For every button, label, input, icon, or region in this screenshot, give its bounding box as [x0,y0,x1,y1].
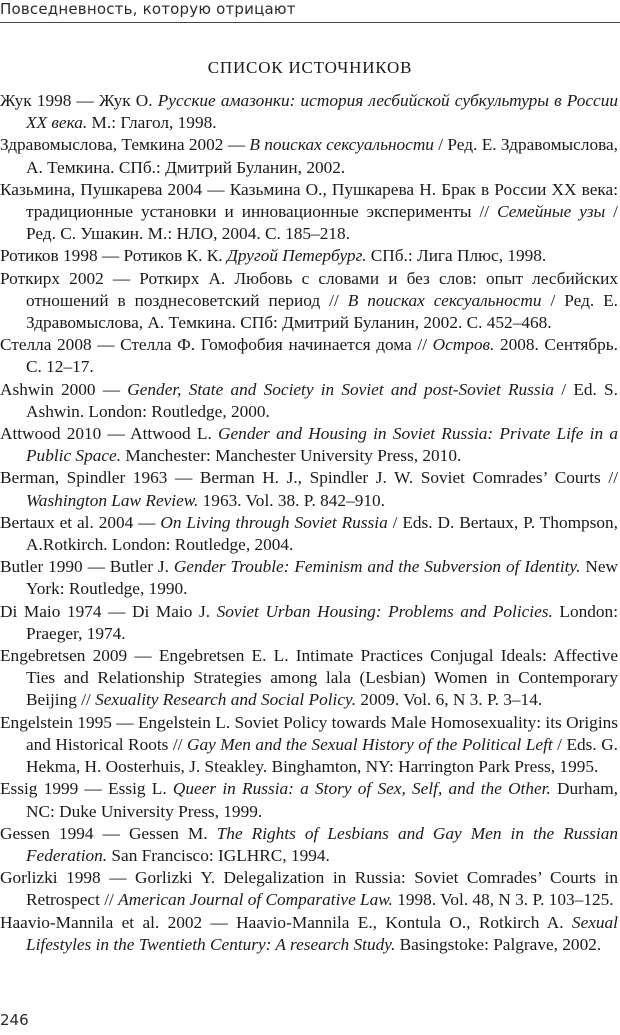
reference-text: 2009. Vol. 6, N 3. P. 3–14. [356,690,543,710]
reference-text: Стелла 2008 — Стелла Ф. Гомофобия начинается дома // [0,335,433,355]
reference-text: New York: Routledge, 1990. [26,557,619,599]
reference-text: / Ред. Е. Здравомыслова, А. Темкина. СПб: Дмитрий Буланин, 2002. С. 452–468. [26,290,619,333]
reference-text: / Ред. Е. Здравомыслова, А. Темкина. СПб.: Дмитрий Буланин, 2002. [26,135,619,177]
reference-entry [0,645,618,712]
reference-text: / Ред. С. Ушакин. М.: НЛО, 2004. С. 185–218. [26,202,618,244]
reference-entry [0,379,618,423]
reference-title: Washington Law Review. [26,490,199,510]
reference-text: Basingstoke: Palgrave, 2002. [395,934,602,954]
reference-text: Bertaux et al. 2004 — [0,512,161,532]
reference-text: Haavio-Mannila et al. 2002 — Haavio-Mannila E., Kontula O., Rotkirch A. [0,912,572,932]
reference-text: Essig 1999 — Essig L. [0,779,173,799]
reference-text: 1963. Vol. 38. P. 842–910. [198,490,385,510]
reference-text: Ротиков 1998 — Ротиков К. К. [0,246,227,266]
reference-text: Di Maio 1974 — Di Maio J. [0,601,217,621]
reference-entry [0,423,618,467]
reference-text: Gessen 1994 — Gessen M. [0,823,217,843]
reference-title: Gender and Housing in Soviet Russia: Private Life in a Public Space. [26,424,619,466]
reference-text: Ashwin 2000 — [0,379,128,399]
reference-title: Gender, State and Society in Soviet and post-Soviet Russia [127,379,555,399]
reference-title: Sexuality Research and Social Policy. [95,690,357,710]
reference-title: Семейные узы [497,202,606,222]
reference-title: В поисках сексуальности [347,290,542,310]
reference-text: / Eds. D. Bertaux, P. Thompson, A.Rotkirch. London: Routledge, 2004. [26,512,619,555]
reference-entry [0,912,618,956]
reference-entry [0,268,618,335]
reference-title: Остров. [432,335,495,355]
reference-text: Engelstein 1995 — Engelstein L. Soviet Policy towards Male Homosexuality: its Origins and Historical Roots // [0,712,618,754]
reference-entry [0,712,618,779]
reference-text: San Francisco: IGLHRC, 1994. [107,845,330,865]
reference-text: / Ed. S. Ashwin. London: Routledge, 2000. [26,379,618,421]
reference-list [0,90,618,956]
reference-text: Роткирх 2002 — Роткирх А. Любовь с словами и без слов: опыт лесбийских отношений в позднесоветский период // [0,268,618,310]
page-number: 246 [0,1011,29,1029]
reference-entry [0,134,618,178]
reference-title: Другой Петербург. [226,246,367,266]
reference-entry [0,778,618,822]
reference-title: В поисках сексуальности [249,135,434,155]
reference-text: М.: Глагол, 1998. [87,113,217,133]
reference-entry [0,867,618,911]
reference-text: Engebretsen 2009 — Engebretsen E. L. Intimate Practices Conjugal Ideals: Affective Ties and Relationship Strategies among lala (Lesbian) Women in Contemporary Beijing // [0,646,618,710]
reference-text: Butler 1990 — Butler J. [0,557,174,577]
reference-title: On Living through Soviet Russia [160,512,388,532]
reference-entry [0,90,618,134]
running-head [0,0,620,20]
reference-entry [0,334,618,378]
reference-title: Gender Trouble: Feminism and the Subversion of Identity. [173,557,581,577]
reference-title: American Journal of Comparative Law. [118,890,393,910]
reference-entry [0,556,618,600]
reference-entry [0,245,618,267]
reference-text: London: Praeger, 1974. [26,601,618,643]
reference-title: Русские амазонки: история лесбийской субкультуры в России XX века. [26,91,618,133]
reference-title: The Rights of Lesbians and Gay Men in the Russian Federation. [26,823,618,865]
header-rule [0,22,620,23]
reference-text: Attwood 2010 — Attwood L. [0,424,219,444]
reference-text: Здравомыслова, Темкина 2002 — [0,135,250,155]
reference-text: СПб.: Лига Плюс, 1998. [366,246,547,266]
reference-text: Manchester: Manchester University Press, 2010. [121,446,462,466]
reference-text: 1998. Vol. 48, N 3. P. 103–125. [392,890,614,910]
reference-text: Жук 1998 — Жук О. [0,91,158,110]
reference-title: Soviet Urban Housing: Problems and Policies. [216,601,553,621]
reference-title: Gay Men and the Sexual History of the Political Left [186,734,553,754]
reference-entry [0,823,618,867]
reference-title: Queer in Russia: a Story of Sex, Self, and the Other. [172,779,551,799]
reference-entry [0,601,618,645]
reference-text: / Eds. G. Hekma, H. Oosterhuis, J. Steakley. Binghamton, NY: Harrington Park Press, 1995. [26,734,618,777]
section-title: СПИСОК ИСТОЧНИКОВ [207,58,413,77]
reference-text: Казьмина, Пушкарева 2004 — Казьмина О., Пушкарева Н. Брак в России XX века: традиционные установки и инновационные эксперименты // [0,179,618,222]
running-head-title: Повседневность, которую отрицают [0,0,296,18]
reference-entry [0,512,618,556]
reference-title: Sexual Lifestyles in the Twentieth Century: A research Study. [26,912,618,954]
reference-text: 2008. Сентябрь. С. 12–17. [26,335,618,377]
reference-entry [0,467,618,511]
reference-text: Gorlizki 1998 — Gorlizki Y. Delegalization in Russia: Soviet Comrades’ Courts in Retrospect // [0,868,618,910]
reference-entry [0,179,618,246]
reference-text: Durham, NC: Duke University Press, 1999. [26,779,619,821]
reference-text: Berman, Spindler 1963 — Berman H. J., Spindler J. W. Soviet Comrades’ Courts // [0,468,618,488]
